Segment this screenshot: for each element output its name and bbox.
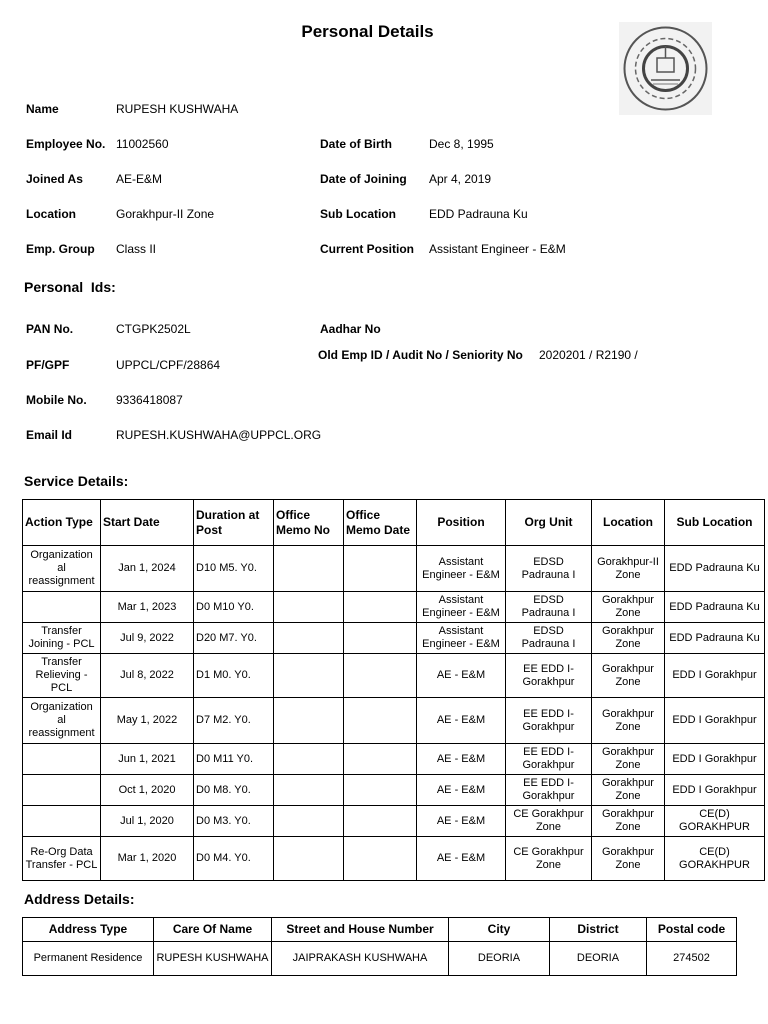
address-header-row xyxy=(23,918,737,942)
table-cell: EE EDD I- Gorakhpur xyxy=(506,698,592,744)
table-cell xyxy=(344,837,417,881)
address-col-header: Postal code xyxy=(647,918,737,942)
location-label: Location xyxy=(26,207,76,221)
table-cell: CE(D) GORAKHPUR xyxy=(665,837,765,881)
table-cell: Gorakhpur Zone xyxy=(592,698,665,744)
table-cell: EDD I Gorakhpur xyxy=(665,744,765,775)
table-cell: EDD Padrauna Ku xyxy=(665,623,765,654)
table-cell: EDD I Gorakhpur xyxy=(665,654,765,698)
table-row xyxy=(23,942,737,976)
table-cell: DEORIA xyxy=(449,942,550,976)
address-col-header: Street and House Number xyxy=(272,918,449,942)
dob-label: Date of Birth xyxy=(320,137,392,151)
dob-value: Dec 8, 1995 xyxy=(429,137,494,151)
name-value: RUPESH KUSHWAHA xyxy=(116,102,239,116)
pan-value: CTGPK2502L xyxy=(116,322,191,336)
table-cell xyxy=(23,592,101,623)
table-cell: Oct 1, 2020 xyxy=(101,775,194,806)
table-row xyxy=(23,806,765,837)
service-col-header: Location xyxy=(592,500,665,546)
table-cell: Assistant Engineer - E&M xyxy=(417,546,506,592)
pf-label: PF/GPF xyxy=(26,358,70,372)
table-cell: EE EDD I- Gorakhpur xyxy=(506,654,592,698)
address-col-header: City xyxy=(449,918,550,942)
service-col-header: Office Memo No xyxy=(274,500,344,546)
table-cell: Jul 8, 2022 xyxy=(101,654,194,698)
table-cell: JAIPRAKASH KUSHWAHA xyxy=(272,942,449,976)
table-cell: D0 M10 Y0. xyxy=(194,592,274,623)
table-cell: EDD Padrauna Ku xyxy=(665,592,765,623)
emp-no-label: Employee No. xyxy=(26,137,106,151)
table-cell: Jun 1, 2021 xyxy=(101,744,194,775)
table-cell: CE Gorakhpur Zone xyxy=(506,806,592,837)
table-row xyxy=(23,623,765,654)
joined-as-value: AE-E&M xyxy=(116,172,163,186)
table-cell xyxy=(344,592,417,623)
table-cell: EDD I Gorakhpur xyxy=(665,698,765,744)
service-body xyxy=(23,546,765,881)
table-cell: Gorakhpur Zone xyxy=(592,592,665,623)
table-cell xyxy=(344,698,417,744)
table-row xyxy=(23,654,765,698)
table-cell: Assistant Engineer - E&M xyxy=(417,592,506,623)
table-cell: D0 M8. Y0. xyxy=(194,775,274,806)
table-cell: AE - E&M xyxy=(417,654,506,698)
table-cell xyxy=(344,623,417,654)
table-cell xyxy=(23,806,101,837)
table-cell: AE - E&M xyxy=(417,744,506,775)
emp-group-label: Emp. Group xyxy=(26,242,95,256)
table-cell: Gorakhpur Zone xyxy=(592,623,665,654)
table-cell: Mar 1, 2023 xyxy=(101,592,194,623)
mobile-value: 9336418087 xyxy=(116,393,183,407)
doj-value: Apr 4, 2019 xyxy=(429,172,492,186)
table-cell: EE EDD I- Gorakhpur xyxy=(506,775,592,806)
service-col-header: Position xyxy=(417,500,506,546)
address-col-header: Address Type xyxy=(23,918,154,942)
table-cell: EDD Padrauna Ku xyxy=(665,546,765,592)
table-cell: Mar 1, 2020 xyxy=(101,837,194,881)
table-cell: Organization al reassignment xyxy=(23,546,101,592)
table-row xyxy=(23,546,765,592)
table-cell: May 1, 2022 xyxy=(101,698,194,744)
joined-as-label: Joined As xyxy=(26,172,83,186)
service-col-header: Office Memo Date xyxy=(344,500,417,546)
table-cell xyxy=(344,654,417,698)
table-cell: Transfer Relieving - PCL xyxy=(23,654,101,698)
doj-label: Date of Joining xyxy=(320,172,407,186)
table-cell xyxy=(274,623,344,654)
table-cell: CE Gorakhpur Zone xyxy=(506,837,592,881)
table-cell: Gorakhpur-II Zone xyxy=(592,546,665,592)
emp-group-value: Class II xyxy=(116,242,157,256)
table-cell: Gorakhpur Zone xyxy=(592,654,665,698)
table-cell: Jan 1, 2024 xyxy=(101,546,194,592)
table-cell: Assistant Engineer - E&M xyxy=(417,623,506,654)
table-cell xyxy=(274,806,344,837)
table-cell xyxy=(23,775,101,806)
table-cell: 274502 xyxy=(647,942,737,976)
table-row xyxy=(23,837,765,881)
table-cell: Gorakhpur Zone xyxy=(592,837,665,881)
mobile-label: Mobile No. xyxy=(26,393,87,407)
sub-location-label: Sub Location xyxy=(320,207,396,221)
table-row xyxy=(23,592,765,623)
table-cell: AE - E&M xyxy=(417,837,506,881)
table-cell: CE(D) GORAKHPUR xyxy=(665,806,765,837)
email-label: Email Id xyxy=(26,428,73,442)
old-emp-value: 2020201 / R2190 / xyxy=(539,348,638,362)
table-cell: D10 M5. Y0. xyxy=(194,546,274,592)
service-col-header: Start Date xyxy=(101,500,194,546)
service-col-header: Sub Location xyxy=(665,500,765,546)
table-cell xyxy=(274,744,344,775)
table-cell: Organization al reassignment xyxy=(23,698,101,744)
service-header-row xyxy=(23,500,765,546)
table-cell: DEORIA xyxy=(550,942,647,976)
current-position-label: Current Position xyxy=(320,242,415,256)
current-position-value: Assistant Engineer - E&M xyxy=(429,242,566,256)
table-cell xyxy=(274,546,344,592)
table-cell: AE - E&M xyxy=(417,698,506,744)
address-table xyxy=(22,917,737,976)
table-cell: D1 M0. Y0. xyxy=(194,654,274,698)
table-cell: Gorakhpur Zone xyxy=(592,775,665,806)
table-cell: D0 M11 Y0. xyxy=(194,744,274,775)
table-cell: D0 M4. Y0. xyxy=(194,837,274,881)
service-table xyxy=(22,499,765,881)
table-row xyxy=(23,698,765,744)
table-cell: AE - E&M xyxy=(417,775,506,806)
table-cell xyxy=(344,775,417,806)
table-cell: EDSD Padrauna I xyxy=(506,546,592,592)
table-cell xyxy=(274,654,344,698)
page-title: Personal Details xyxy=(301,22,434,41)
sub-location-value: EDD Padrauna Ku xyxy=(429,207,528,221)
table-cell: EE EDD I- Gorakhpur xyxy=(506,744,592,775)
table-cell xyxy=(23,744,101,775)
address-col-header: Care Of Name xyxy=(154,918,272,942)
table-cell xyxy=(274,698,344,744)
pan-label: PAN No. xyxy=(26,322,74,336)
table-cell: RUPESH KUSHWAHA xyxy=(154,942,272,976)
table-cell: D7 M2. Y0. xyxy=(194,698,274,744)
table-cell: Jul 1, 2020 xyxy=(101,806,194,837)
table-cell: Gorakhpur Zone xyxy=(592,744,665,775)
service-col-header: Action Type xyxy=(23,500,101,546)
email-value: RUPESH.KUSHWAHA@UPPCL.ORG xyxy=(116,428,322,442)
table-cell xyxy=(274,775,344,806)
service-col-header: Org Unit xyxy=(506,500,592,546)
service-col-header: Duration at Post xyxy=(194,500,274,546)
old-emp-label: Old Emp ID / Audit No / Seniority No xyxy=(318,348,523,362)
table-cell xyxy=(344,744,417,775)
table-cell: Gorakhpur Zone xyxy=(592,806,665,837)
pf-value: UPPCL/CPF/28864 xyxy=(116,358,221,372)
table-cell: EDD I Gorakhpur xyxy=(665,775,765,806)
table-row xyxy=(23,775,765,806)
table-cell: AE - E&M xyxy=(417,806,506,837)
address-body xyxy=(23,942,737,976)
name-label: Name xyxy=(26,102,59,116)
table-cell: D20 M7. Y0. xyxy=(194,623,274,654)
table-cell: EDSD Padrauna I xyxy=(506,592,592,623)
table-cell xyxy=(274,592,344,623)
address-col-header: District xyxy=(550,918,647,942)
table-cell xyxy=(344,546,417,592)
table-row xyxy=(23,744,765,775)
table-cell: EDSD Padrauna I xyxy=(506,623,592,654)
seal-icon xyxy=(619,22,712,115)
table-cell: D0 M3. Y0. xyxy=(194,806,274,837)
table-cell: Jul 9, 2022 xyxy=(101,623,194,654)
table-cell: Transfer Joining - PCL xyxy=(23,623,101,654)
aadhar-label: Aadhar No xyxy=(320,322,381,336)
location-value: Gorakhpur-II Zone xyxy=(116,207,215,221)
service-heading: Service Details: xyxy=(24,473,129,489)
table-cell: Re-Org Data Transfer - PCL xyxy=(23,837,101,881)
address-heading: Address Details: xyxy=(24,891,135,907)
personal-ids-heading: Personal Ids: xyxy=(24,279,116,295)
table-cell xyxy=(344,806,417,837)
table-cell xyxy=(274,837,344,881)
emp-no-value: 11002560 xyxy=(116,137,169,151)
table-cell: Permanent Residence xyxy=(23,942,154,976)
